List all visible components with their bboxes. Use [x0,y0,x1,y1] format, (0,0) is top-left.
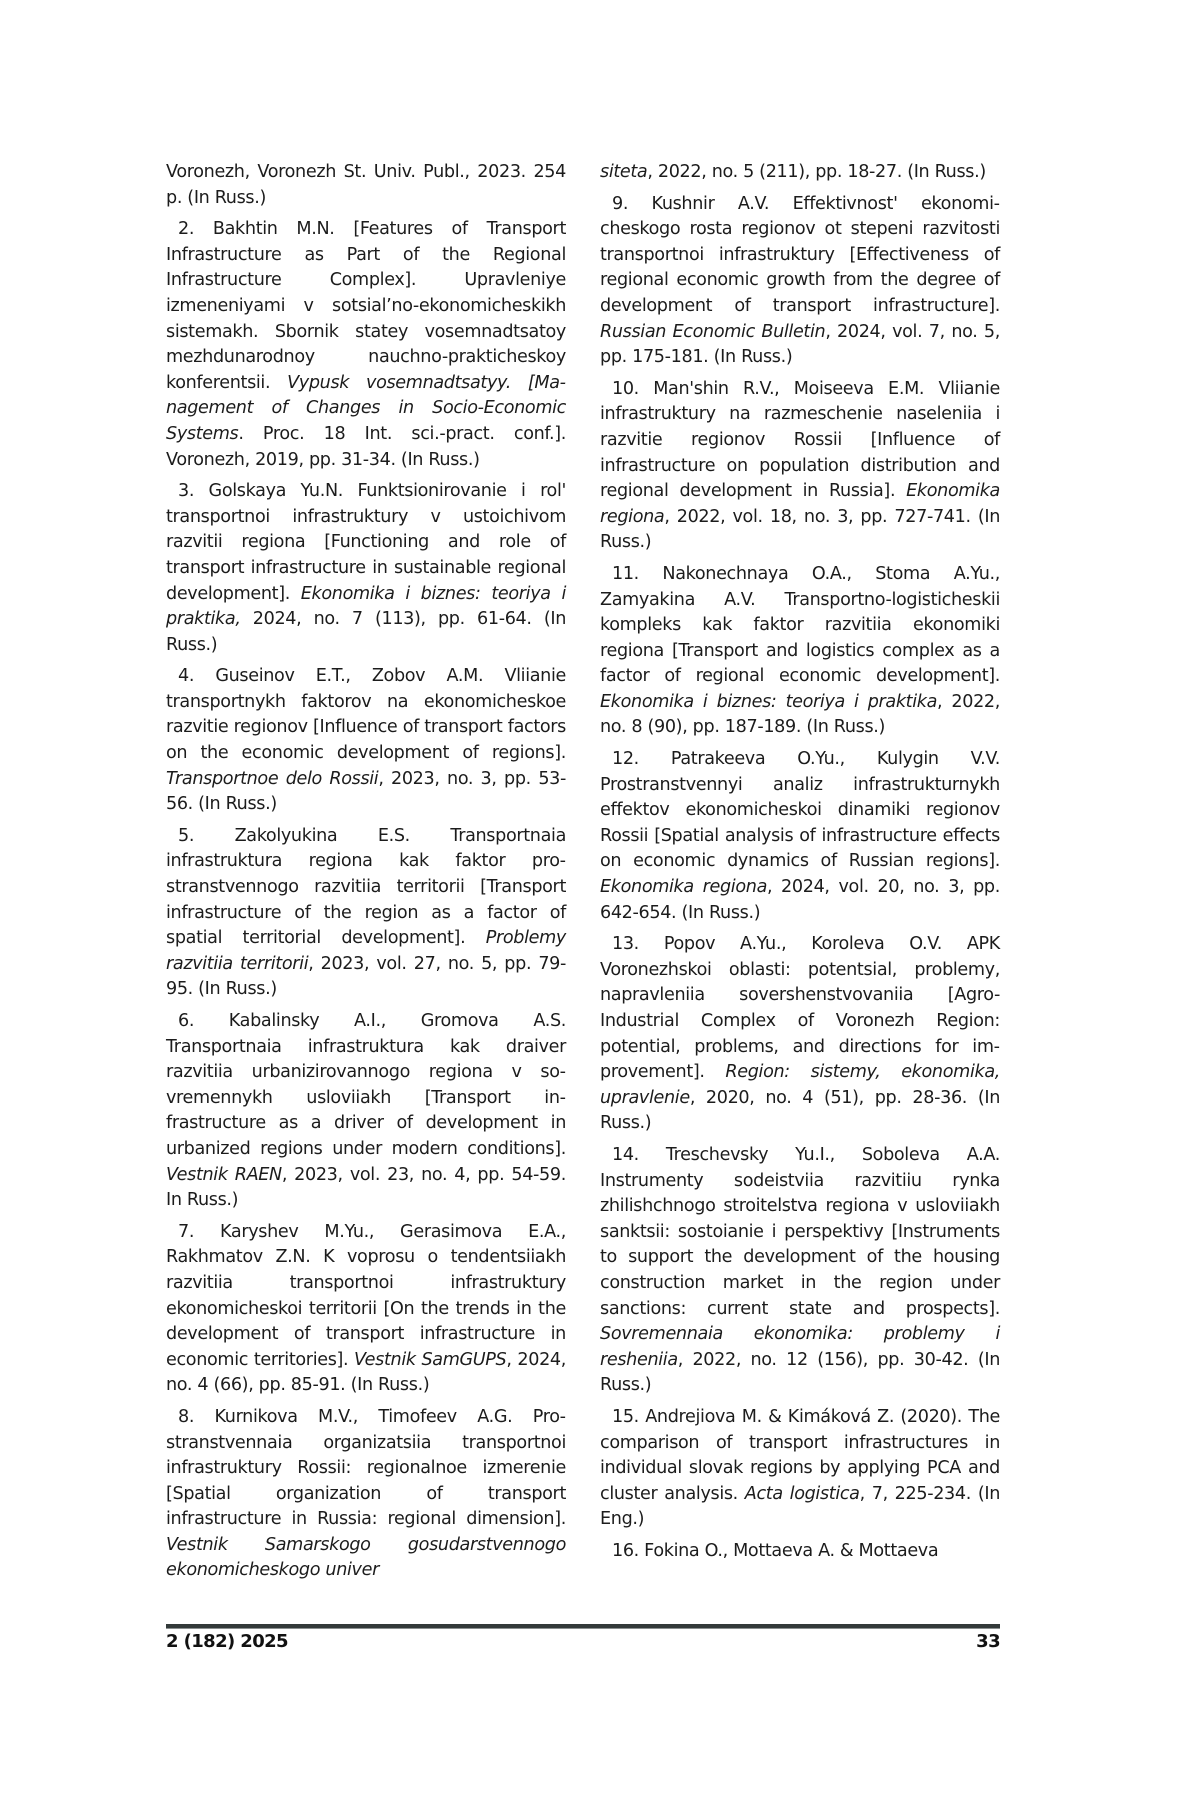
reference-text: . Proc. 18 Int. sci.-pract. conf.]. Voronezh, 2019, pp. 31-34. (In Russ.) [166,423,566,470]
reference-source-title: Ekonomika regiona [600,877,767,898]
reference-source-title: Ekonomika regiona [600,481,1000,527]
reference-text: , 2024, vol. 7, no. 5, pp. 175-181. (In Russ.) [600,321,1001,368]
reference-text: 14. Treschevsky Yu.I., Soboleva A.A. Instrumenty sodeistviia razvitiiu rynka zhilishchnogo stroitelstva regiona v usloviiakh sanktsii: sostoianie i perspektivy [Instruments to support the development of the housing construction market in the region under sanctions: current state and prospects]. [600,1144,1000,1319]
reference-text: , 2022, vol. 18, no. 3, pp. 727-741. (In Russ.) [600,506,1000,553]
reference-item-ref-2 [166,217,566,473]
reference-text: 9. Kushnir A.V. Effektivnost' ekonomicheskogo rosta regionov ot stepeni razvitosti transportnoi infrastruktury [Effectiveness of regional economic growth from the degree of development of transport infrastructure]. [600,193,1000,316]
reference-item-ref-11 [600,562,1000,741]
reference-source-title: Transportnoe delo Rossii [166,768,379,789]
reference-item-ref-4 [166,664,566,818]
reference-item-ref-7 [166,1220,566,1399]
reference-text: , 2023, no. 3, pp. 53-56. (In Russ.) [166,768,567,815]
reference-text: 7. Karyshev M.Yu., Gerasimova E.A., Rakhmatov Z.N. K voprosu o tendentsiiakh razvitiia transportnoi infrastruktury ekonomicheskoi territorii [On the trends in the development of transport infrastructure in economic territories]. [166,1221,566,1370]
reference-text: , 2024, vol. 20, no. 3, pp. 642-654. (In Russ.) [600,877,1000,923]
issue-number: 2 (182) 2025 [166,1631,288,1652]
reference-text: Voronezh, Voronezh St. Univ. Publ., 2023. 254 p. (In Russ.) [166,162,566,208]
footer-rule [166,1624,1000,1629]
reference-item-ref-16 [600,1539,1000,1565]
reference-item-ref-12 [600,747,1000,926]
reference-source-title: Ekonomika i biznes: teoriya i praktika [600,691,938,712]
reference-item-ref-10 [600,377,1000,556]
reference-item-ref-15 [600,1405,1000,1533]
reference-item-ref-14 [600,1143,1000,1399]
reference-text: 13. Popov A.Yu., Koroleva O.V. APK Voronezhskoi oblasti: potentsial, problemy, napravleniia sovershenstvovaniia [Agro-Industrial Complex of Voronezh Region: potential, problems, and directions for improvement]. [600,934,1000,1083]
reference-text: , 7, 225-234. (In Eng.) [600,1483,1001,1530]
reference-text: 4. Guseinov E.T., Zobov A.M. Vliianie transportnykh faktorov na ekonomicheskoe razvitie regionov [Influence of transport factors on the economic development of regions]. [166,666,566,764]
reference-text: , 2023, vol. 27, no. 5, pp. 79-95. (In Russ.) [166,953,567,1000]
reference-source-title: Acta logistica [744,1483,860,1504]
reference-item-ref-8 [166,1405,566,1584]
reference-source-title: Region: sistemy, ekonomika, upravlenie [600,1062,1000,1108]
reference-source-title: Ekonomika i biznes: teoriya i praktika, [166,583,567,630]
reference-source-title: Vestnik RAEN [166,1164,282,1185]
reference-text: , 2024, no. 4 (66), pp. 85-91. (In Russ.) [166,1349,567,1396]
reference-source-title: siteta [600,162,648,182]
page-number: 33 [976,1631,1000,1652]
reference-text: , 2020, no. 4 (51), pp. 28-36. (In Russ.) [600,1087,1000,1134]
reference-text: 16. Fokina O., Mottaeva A. & Mottaeva [612,1540,939,1561]
reference-text: 10. Man'shin R.V., Moiseeva E.M. Vliianie infrastruktury na razmeschenie naseleniia i razvitie regionov Rossii [Influence of infrastructure on population distribution and regional development in Russia]. [600,378,1000,502]
reference-text: 3. Golskaya Yu.N. Funktsionirovanie i rol' transportnoi infrastruktury v ustoichivom razvitii regiona [Functioning and role of transport infrastructure in sustainable regional development]. [166,481,566,604]
reference-item-ref-1-cont [166,160,566,211]
reference-text: , 2022, no. 8 (90), pp. 187-189. (In Russ.) [600,691,1000,738]
reference-text: 6. Kabalinsky A.I., Gromova A.S. Transportnaia infrastruktura kak draiver razvitiia urbanizirovannogo regiona v sovremennykh usloviiakh [Transport infrastructure as a driver of development in urbanized regions under modern conditions]. [166,1011,566,1159]
reference-source-title: Sovremennaia ekonomika: problemy i resheniia [600,1324,1000,1370]
reference-item-ref-6 [166,1009,566,1214]
reference-text: 8. Kurnikova M.V., Timofeev A.G. Prostranstvennaia organizatsiia transportnoi infrastruktury Rossii: regionalnoe izmerenie [Spatial organization of transport infrastructure in Russia: regional dimension]. [166,1406,566,1530]
reference-text: , 2023, vol. 23, no. 4, pp. 54-59. In Russ.) [166,1164,566,1211]
reference-text: 2. Bakhtin M.N. [Features of Transport Infrastructure as Part of the Regional Infrastructure Complex]. Upravleniye izmeneniyami v sotsial’no-ekonomicheskikh sistemakh. Sbornik statey vosemnadtsatoy mezhdunarodnoy nauchno-prakticheskoy konferentsii. [166,219,566,393]
reference-text: 12. Patrakeeva O.Yu., Kulygin V.V. Prostranstvennyi analiz infrastrukturnykh effektov ekonomicheskoi dinamiki regionov Rossii [Spatial analysis of infrastructure effects on economic dynamics of Russian regions]. [600,749,1000,872]
reference-source-title: Vestnik Samarskogo gosudarstvennogo ekonomicheskogo univer [166,1534,566,1581]
reference-item-ref-9 [600,192,1000,371]
reference-source-title: Russian Economic Bulletin [600,321,826,342]
reference-item-ref-8-cont [600,160,1000,186]
references-right-column [600,160,1000,1570]
reference-text: , 2022, no. 5 (211), pp. 18-27. (In Russ.) [647,162,986,182]
reference-item-ref-5 [166,824,566,1003]
references-left-column [166,160,566,1590]
reference-source-title: Vestnik SamGUPS [354,1349,507,1370]
reference-item-ref-3 [166,479,566,658]
reference-item-ref-13 [600,932,1000,1137]
reference-source-title: Problemy razvitiia territorii [166,928,566,974]
reference-text: 11. Nakonechnaya O.A., Stoma A.Yu., Zamyakina A.V. Transportno-logisticheskii kompleks kak faktor razvitiia ekonomiki regiona [Transport and logistics complex as a factor of regional economic development]. [600,563,1000,687]
reference-text: 15. Andrejiova M. & Kimáková Z. (2020). The comparison of transport infrastructures in individual slovak regions by applying PCA and cluster analysis. [600,1406,1000,1504]
page-footer [166,1631,1000,1652]
reference-text: , 2022, no. 12 (156), pp. 30-42. (In Russ.) [600,1349,1000,1396]
reference-text: 5. Zakolyukina E.S. Transportnaia infrastruktura regiona kak faktor prostranstvennogo razvitiia territorii [Transport infrastructure of the region as a factor of spatial territorial development]. [166,825,566,949]
reference-text: 2024, no. 7 (113), pp. 61-64. (In Russ.) [166,609,566,655]
reference-source-title: Vypusk vosemnadtsatyy. [Management of Changes in Socio-Economic Systems [166,372,566,444]
